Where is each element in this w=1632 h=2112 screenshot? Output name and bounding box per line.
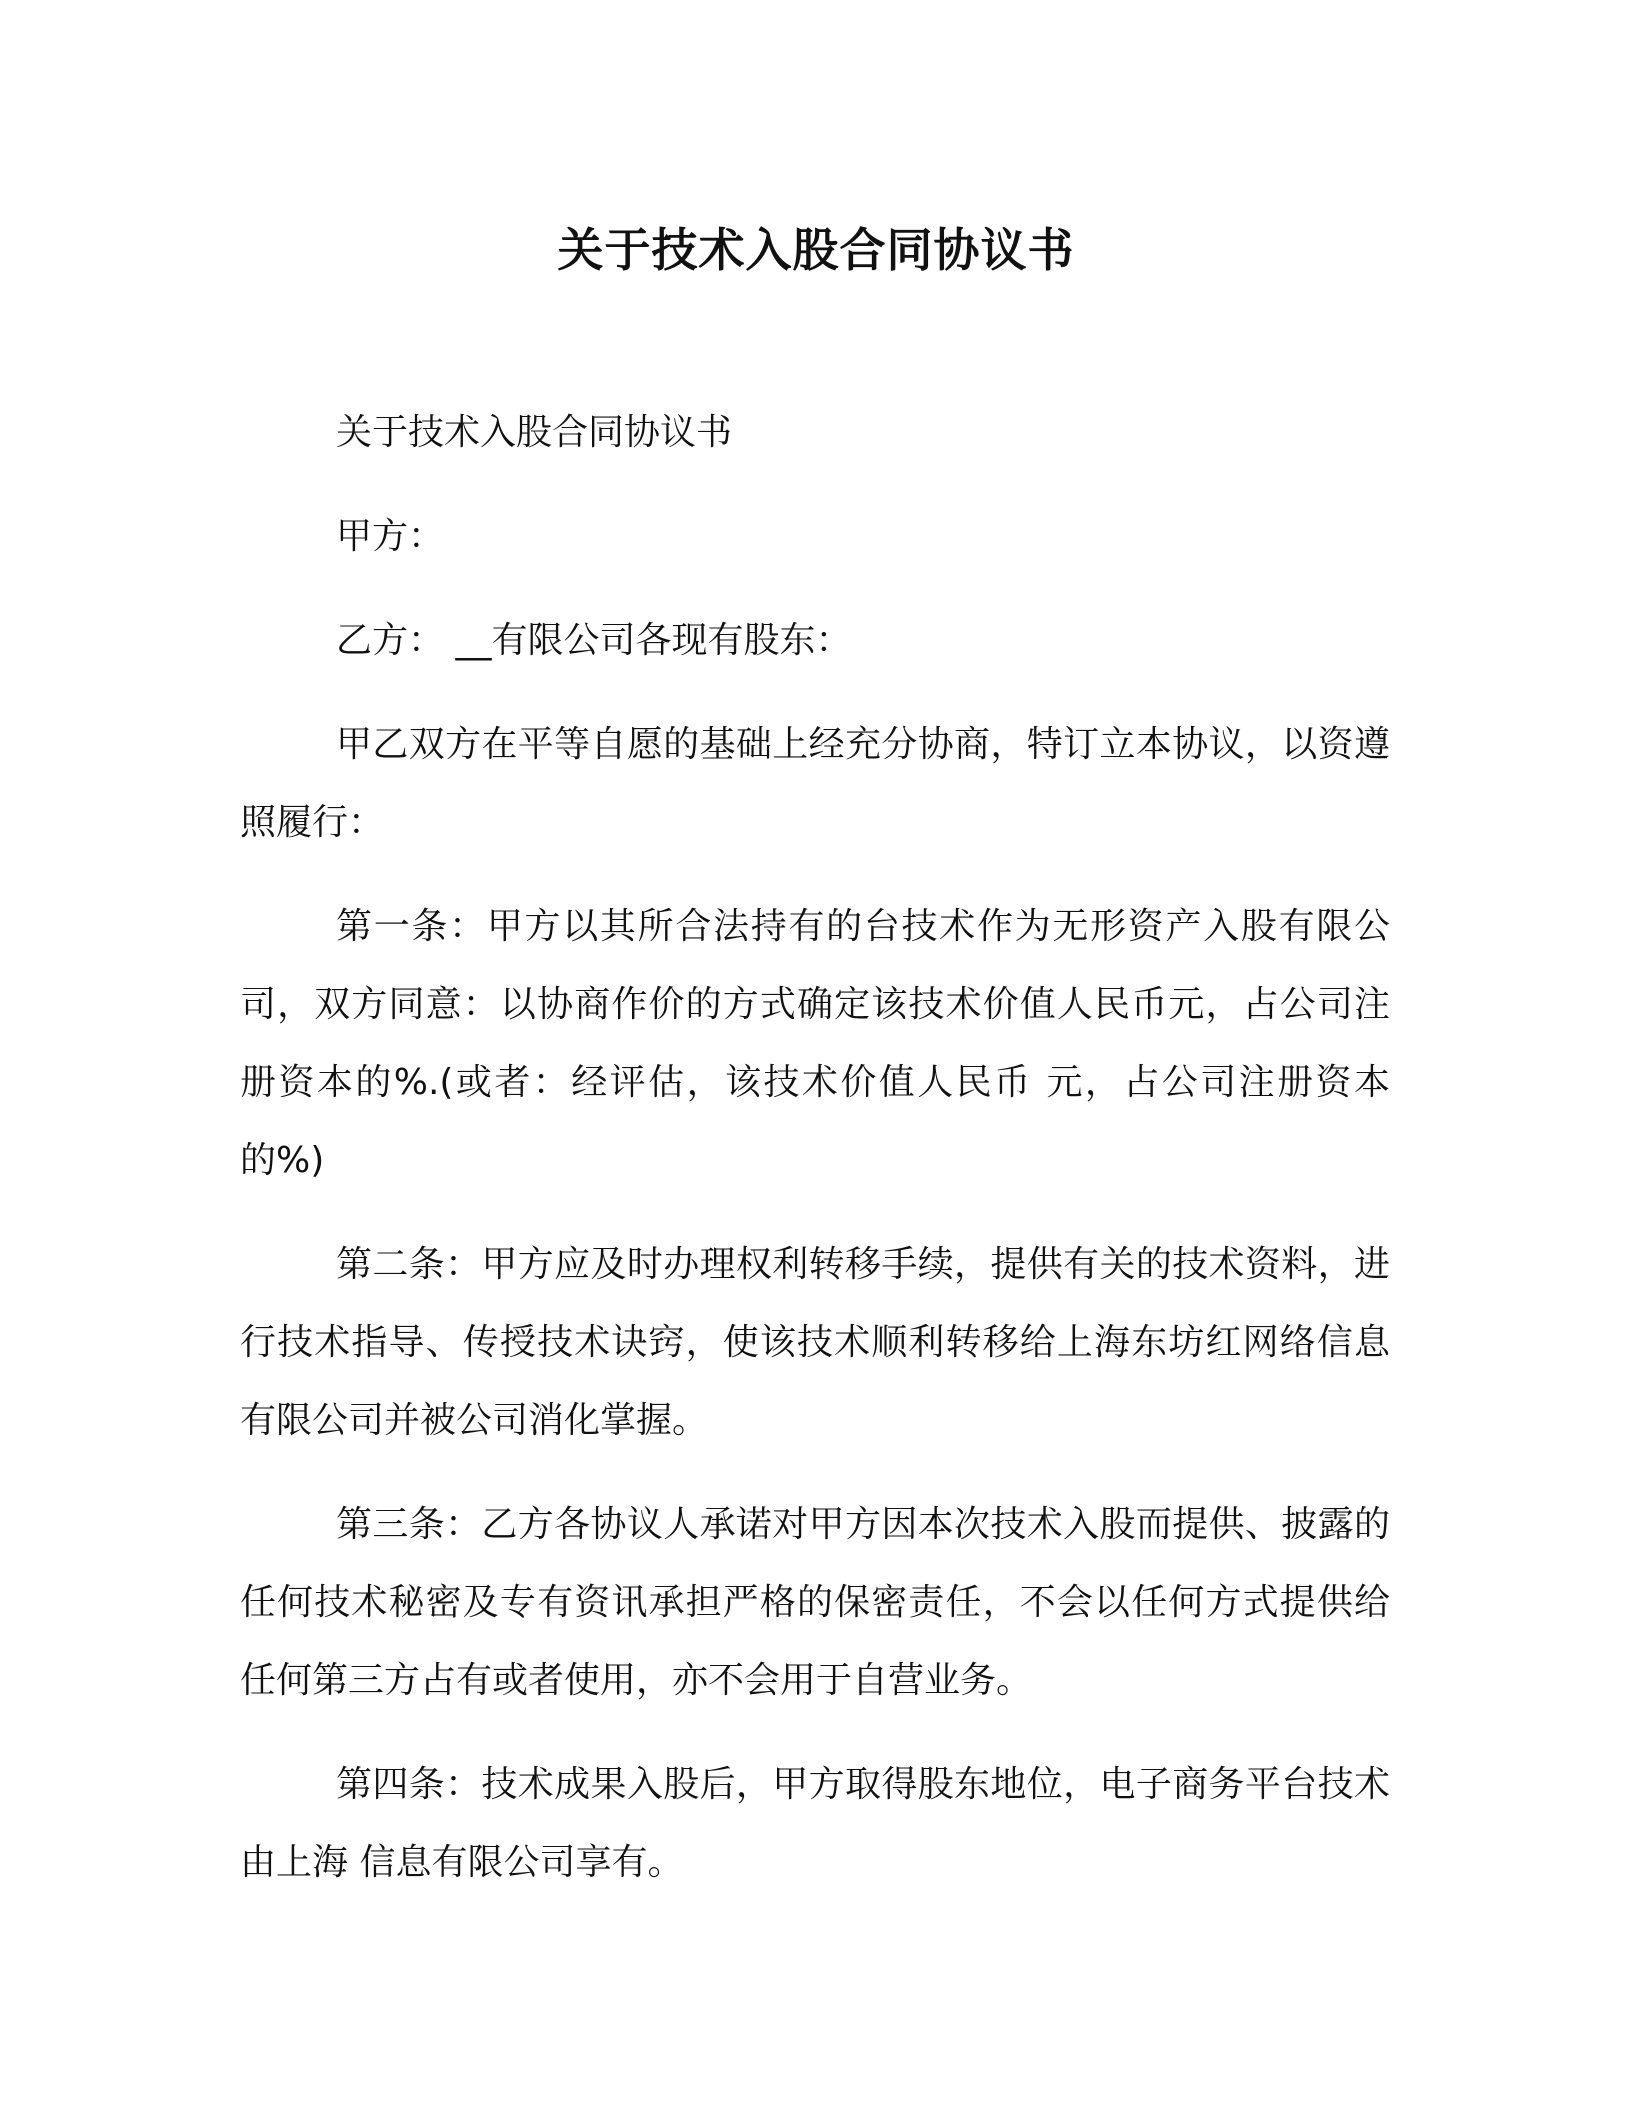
party-a-paragraph: 甲方： bbox=[336, 516, 445, 557]
party-b-paragraph: 乙方： __有限公司各现有股东： bbox=[336, 620, 852, 661]
subtitle-paragraph: 关于技术入股合同协议书 bbox=[336, 412, 733, 453]
article-3-paragraph: 第三条：乙方各协议人承诺对甲方因本次技术入股而提供、披露的任何技术秘密及专有资讯承担严格的保密责任，不会以任何方式提供给任何第三方占有或者使用，亦不会用于自营业务。 bbox=[240, 1504, 1390, 1701]
preamble-paragraph: 甲乙双方在平等自愿的基础上经充分协商，特订立本协议，以资遵照履行： bbox=[240, 724, 1390, 843]
article-4-paragraph: 第四条：技术成果入股后，甲方取得股东地位，电子商务平台技术由上海 信息有限公司享有。 bbox=[240, 1764, 1390, 1883]
article-1-paragraph: 第一条：甲方以其所合法持有的台技术作为无形资产入股有限公司，双方同意：以协商作价的方式确定该技术价值人民币元，占公司注册资本的%.(或者：经评估，该技术价值人民币 元，占公司注册资本的%) bbox=[240, 906, 1390, 1181]
document-body bbox=[240, 394, 1390, 1928]
article-2-paragraph: 第二条：甲方应及时办理权利转移手续，提供有关的技术资料，进行技术指导、传授技术诀窍，使该技术顺利转移给上海东坊红网络信息有限公司并被公司消化掌握。 bbox=[240, 1244, 1390, 1441]
document-title: 关于技术入股合同协议书 bbox=[557, 223, 1075, 277]
